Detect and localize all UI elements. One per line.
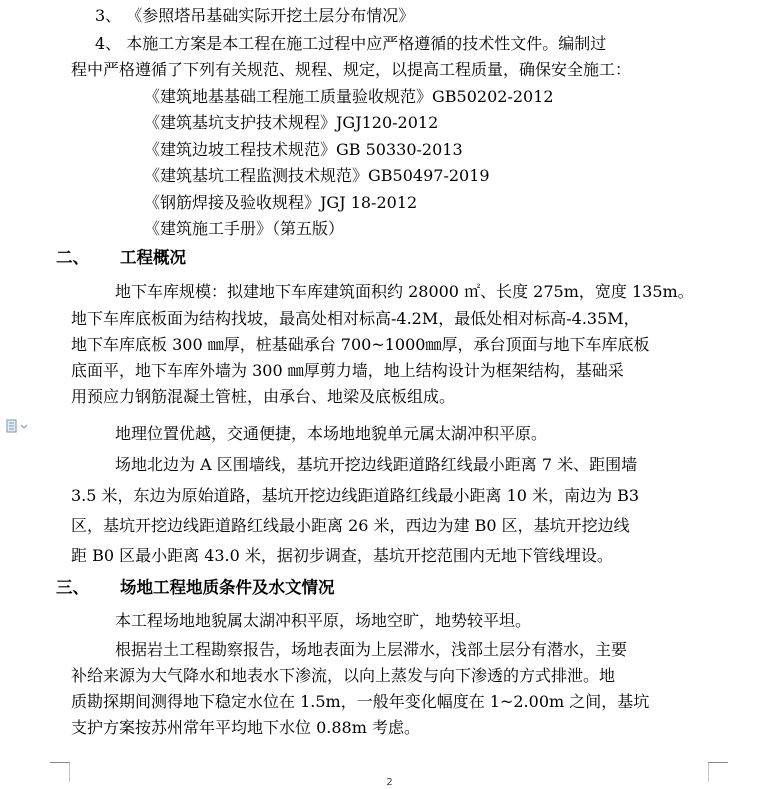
standard-item: 《建筑边坡工程技术规范》GB 50330-2013 (144, 140, 463, 159)
paragraph-line: 距 B0 区最小距离 43.0 米，据初步调查，基坑开挖范围内无地下管线埋设。 (71, 546, 613, 565)
standard-item: 《建筑施工手册》（第五版） (144, 219, 345, 238)
section-3-number: 三、 (56, 578, 89, 597)
document-lines-icon-graphic (6, 419, 34, 433)
standard-item: 《建筑地基基础工程施工质量验收规范》GB50202-2012 (144, 87, 554, 106)
paragraph-line: 区，基坑开挖边线距道路红线最小距离 26 米，西边为建 B0 区，基坑开挖边线 (71, 516, 630, 535)
standard-item: 《建筑基坑工程监测技术规范》GB50497-2019 (144, 166, 490, 185)
standard-item: 《钢筋焊接及验收规程》JGJ 18-2012 (144, 193, 418, 212)
document-lines-icon[interactable] (6, 418, 34, 432)
paragraph-line: 地理位置优越，交通便捷，本场地地貌单元属太湖冲积平原。 (115, 424, 548, 443)
chevron-down-icon (21, 425, 27, 428)
list-item-4-continuation: 程中严格遵循了下列有关规范、规程、规定，以提高工程质量，确保安全施工： (71, 60, 632, 79)
paragraph-line: 用预应力钢筋混凝土管桩，由承台、地梁及底板组成。 (71, 387, 456, 406)
section-2-number: 二、 (56, 248, 89, 267)
paragraph-line: 地下车库底板 300 ㎜厚，桩基础承台 700~1000㎜厚，承台顶面与地下车库底板 (71, 335, 650, 354)
section-3-title: 场地工程地质条件及水文情况 (120, 578, 335, 597)
paragraph-line: 补给来源为大气降水和地表水下渗流，以向上蒸发与向下渗透的方式排泄。地 (71, 666, 616, 685)
paragraph-line: 质勘探期间测得地下稳定水位在 1.5m，一般年变化幅度在 1~2.00m 之间，基坑 (71, 692, 650, 711)
standard-item: 《建筑基坑支护技术规程》JGJ120-2012 (144, 113, 439, 132)
paragraph-line: 底面平，地下车库外墙为 300 ㎜厚剪力墙，地上结构设计为框架结构，基础采 (71, 361, 624, 380)
section-2-title: 工程概况 (120, 248, 186, 267)
list-item-3: 3、 《参照塔吊基础实际开挖土层分布情况》 (95, 6, 415, 25)
list-item-4: 4、 本施工方案是本工程在施工过程中应严格遵循的技术性文件。编制过 (95, 34, 607, 53)
page-number: 2 (386, 777, 393, 788)
paragraph-line: 支护方案按苏州常年平均地下水位 0.88m 考虑。 (71, 718, 420, 737)
paragraph-line: 本工程场地地貌属太湖冲积平原，场地空旷，地势较平坦。 (115, 611, 532, 630)
paragraph-line: 根据岩土工程勘察报告，场地表面为上层滞水，浅部土层分有潜水，主要 (115, 640, 628, 659)
paragraph-line: 地下车库底板面为结构找坡，最高处相对标高-4.2M，最低处相对标高-4.35M， (71, 309, 640, 328)
paragraph-line: 地下车库规模：拟建地下车库建筑面积约 28000 ㎡、长度 275m，宽度 135m。 (115, 282, 694, 301)
paragraph-line: 3.5 米，东边为原始道路，基坑开挖边线距道路红线最小距离 10 米，南边为 B3 (71, 486, 640, 505)
paragraph-line: 场地北边为 A 区围墙线，基坑开挖边线距道路红线最小距离 7 米、距围墙 (115, 455, 638, 474)
